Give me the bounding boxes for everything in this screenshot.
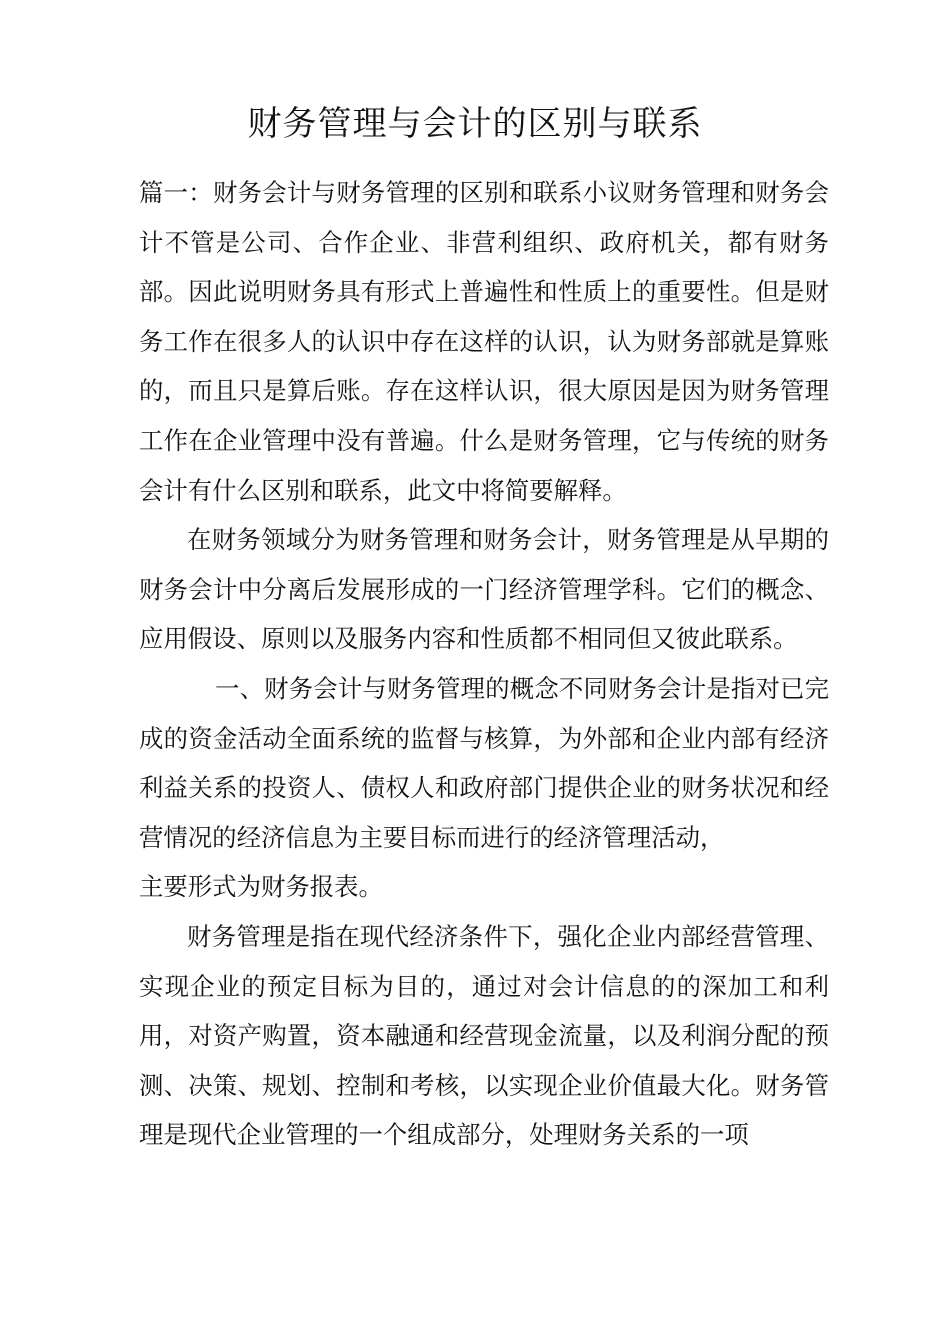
document-body [139,168,829,1160]
paragraph-1: 篇一：财务会计与财务管理的区别和联系小议财务管理和财务会计不管是公司、合作企业、非营利组织、政府机关，都有财务部。因此说明财务具有形式上普遍性和性质上的重要性。但是财务工作在很多人的认识中存在这样的认识，认为财务部就是算账的，而且只是算后账。存在这样认识，很大原因是因为财务管理工作在企业管理中没有普遍。什么是财务管理，它与传统的财务会计有什么区别和联系，此文中将简要解释。 [139,178,829,505]
document-title: 财务管理与会计的区别与联系 [247,104,703,144]
paragraph-3-continuation: 主要形式为财务报表。 [139,872,383,902]
paragraph-2: 在财务领域分为财务管理和财务会计，财务管理是从早期的财务会计中分离后发展形成的一门经济管理学科。它们的概念、应用假设、原则以及服务内容和性质都不相同但又彼此联系。 [139,525,829,654]
paragraph-3: 一、财务会计与财务管理的概念不同财务会计是指对已完成的资金活动全面系统的监督与核算，为外部和企业内部有经济利益关系的投资人、债权人和政府部门提供企业的财务状况和经营情况的经济信息为主要目标而进行的经济管理活动， [139,673,829,852]
paragraph-4: 财务管理是指在现代经济条件下，强化企业内部经营管理、实现企业的预定目标为目的，通过对会计信息的的深加工和利用，对资产购置，资本融通和经营现金流量，以及利润分配的预测、决策、规划、控制和考核，以实现企业价值最大化。财务管理是现代企业管理的一个组成部分，处理财务关系的一项 [139,921,829,1150]
